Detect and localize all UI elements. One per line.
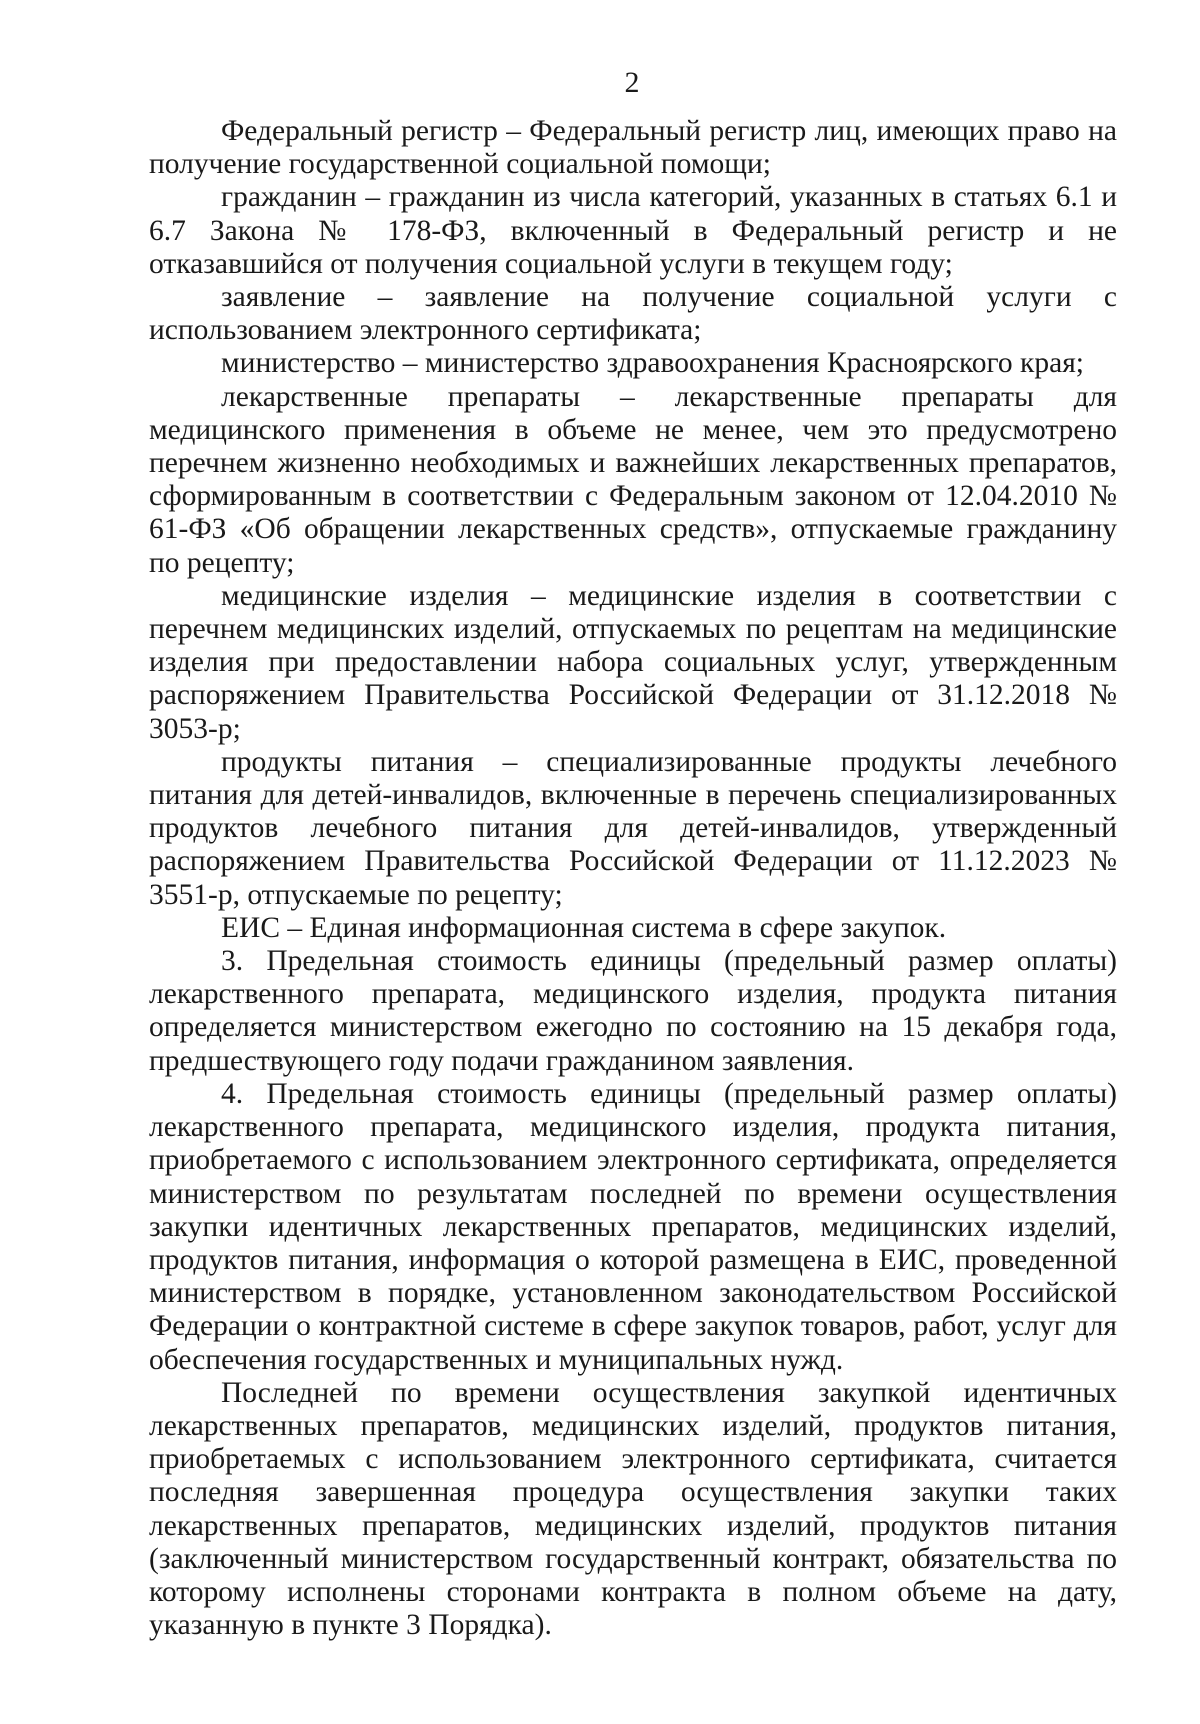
paragraph-application: заявление – заявление на получение социальной услуги с использованием электронного сертификата; (149, 281, 1117, 347)
paragraph-item-3: 3. Предельная стоимость единицы (предельный размер оплаты) лекарственного препарата, медицинского изделия, продукта питания определяется министерством ежегодно по состоянию на 15 декабря года, предшествующего году подачи гражданином заявления. (149, 945, 1117, 1077)
page-number: 2 (624, 66, 640, 99)
paragraph-medical-devices: медицинские изделия – медицинские изделия в соответствии с перечнем медицинских изделий, отпускаемых по рецептам на медицинские изделия при предоставлении набора социальных услуг, утвержденным распоряжением Правительства Российской Федерации от 31.12.2018 № 3053-р; (149, 579, 1117, 745)
document-body (149, 115, 1117, 1642)
paragraph-eis: ЕИС – Единая информационная система в сфере закупок. (221, 911, 947, 944)
paragraph-federal-register: Федеральный регистр – Федеральный регистр лиц, имеющих право на получение государственной социальной помощи; (149, 115, 1117, 181)
paragraph-item-4: 4. Предельная стоимость единицы (предельный размер оплаты) лекарственного препарата, медицинского изделия, продукта питания, приобретаемого с использованием электронного сертификата, определяется министерством по результатам последней по времени осуществления закупки идентичных лекарственных препаратов, медицинских изделий, продуктов питания, информация о которой размещена в ЕИС, проведенной министерством в порядке, установленном законодательством Российской Федерации о контрактной системе в сфере закупок товаров, работ, услуг для обеспечения государственных и муниципальных нужд. (149, 1077, 1117, 1376)
paragraph-citizen: гражданин – гражданин из числа категорий, указанных в статьях 6.1 и 6.7 Закона № 178-ФЗ, включенный в Федеральный регистр и не отказавшийся от получения социальной услуги в текущем году; (149, 181, 1117, 280)
paragraph-ministry: министерство – министерство здравоохранения Красноярского края; (221, 347, 1084, 380)
paragraph-last-procurement: Последней по времени осуществления закупкой идентичных лекарственных препаратов, медицинских изделий, продуктов питания, приобретаемых с использованием электронного сертификата, считается последняя завершенная процедура осуществления закупки таких лекарственных препаратов, медицинских изделий, продуктов питания (заключенный министерством государственный контракт, обязательства по которому исполнены сторонами контракта в полном объеме на дату, указанную в пункте 3 Порядка). (149, 1376, 1117, 1642)
paragraph-food-products: продукты питания – специализированные продукты лечебного питания для детей-инвалидов, включенные в перечень специализированных продуктов лечебного питания для детей-инвалидов, утвержденный распоряжением Правительства Российской Федерации от 11.12.2023 № 3551-р, отпускаемые по рецепту; (149, 745, 1117, 911)
paragraph-medicines: лекарственные препараты – лекарственные препараты для медицинского применения в объеме не менее, чем это предусмотрено перечнем жизненно необходимых и важнейших лекарственных препаратов, сформированным в соответствии с Федеральным законом от 12.04.2010 № 61-ФЗ «Об обращении лекарственных средств», отпускаемые гражданину по рецепту; (149, 380, 1117, 579)
